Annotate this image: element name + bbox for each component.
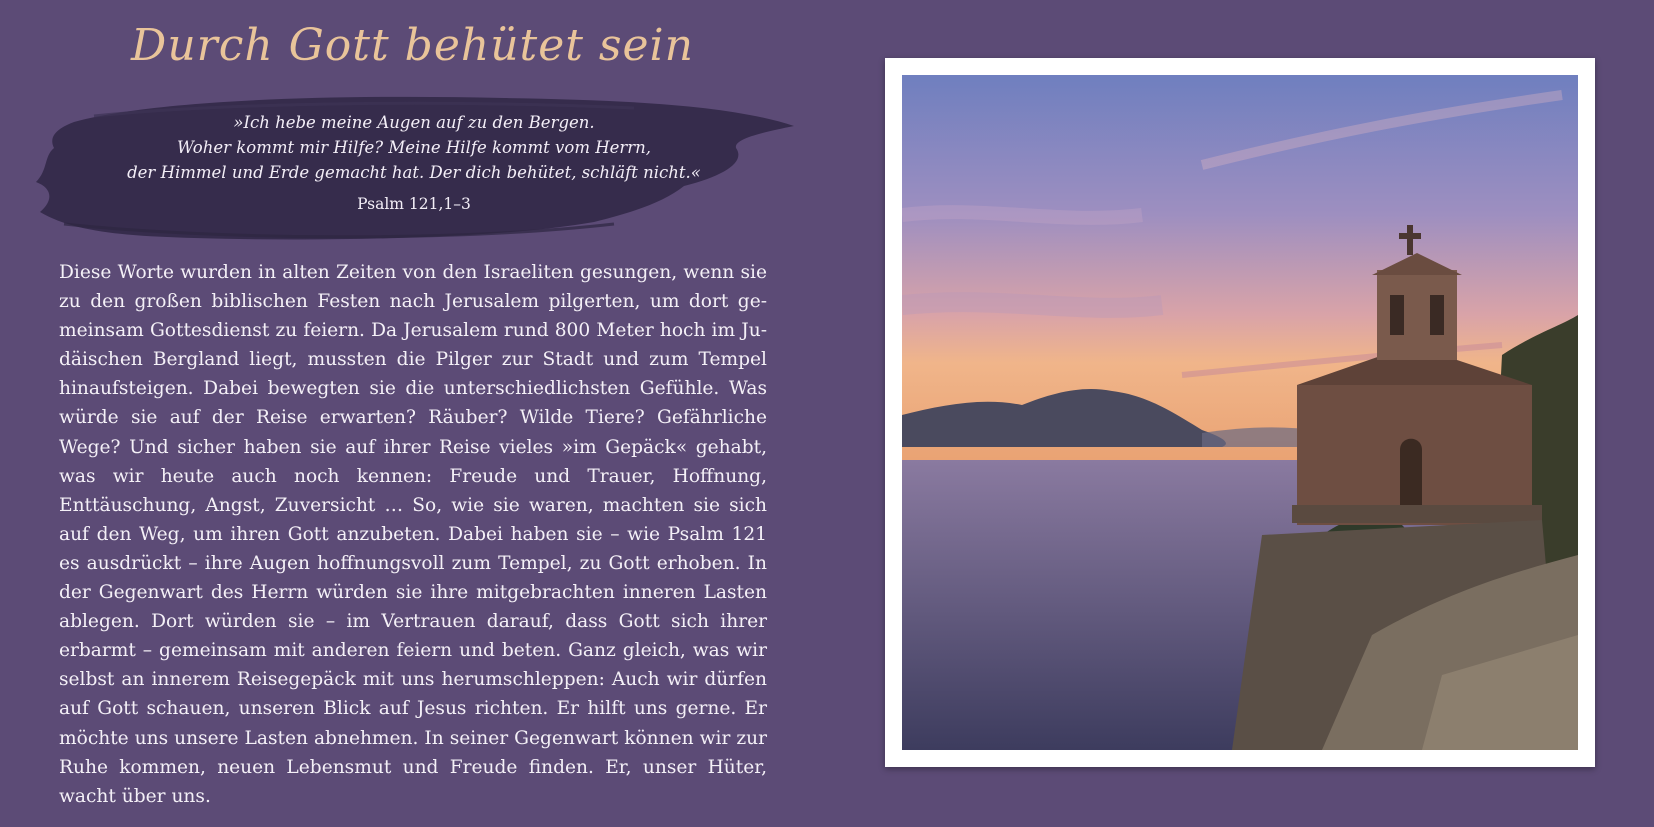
quote-text <box>34 110 794 185</box>
chapel-sunset-photo <box>902 75 1578 750</box>
page-title: Durch Gott behütet sein <box>131 20 694 71</box>
bible-quote-box <box>34 92 794 250</box>
body-paragraph: Diese Worte wurden in alten Zeiten von den Israeliten gesungen, wenn sie zu den großen biblischen Festen nach Jerusalem pilgerten, um dort gemeinsam Gottesdienst zu feiern. Da Jerusalem rund 800 Meter hoch im Judäischen Bergland liegt, mussten die Pilger zur Stadt und zum Tempel hinaufsteigen. Dabei bewegten sie die unterschiedlichsten Gefühle. Was würde sie auf der Reise erwarten? Räuber? Wilde Tiere? Gefährliche Wege? Und sicher haben sie auf ihrer Reise vieles »im Gepäck« gehabt, was wir heute auch noch kennen: Freude und Trauer, Hoffnung, Enttäuschung, Angst, Zuversicht … So, wie sie waren, machten sie sich auf den Weg, um ihren Gott anzubeten. Dabei haben sie – wie Psalm 121 es ausdrückt – ihre Augen hoffnungsvoll zum Tempel, zu Gott erhoben. In der Gegenwart des Herrn würden sie ihre mitgebrachten inneren Lasten ablegen. Dort würden sie – im Vertrauen darauf, dass Gott sich ihrer erbarmt – gemeinsam mit anderen feiern und beten. Ganz gleich, was wir selbst an innerem Reisegepäck mit uns herumschleppen: Auch wir dürfen auf Gott schauen, unseren Blick auf Jesus richten. Er hilft uns gerne. Er möchte uns unsere Lasten abnehmen. In seiner Gegenwart können wir zur Ruhe kommen, neuen Lebensmut und Freude finden. Er, unser Hüter, wacht über uns. <box>59 262 767 807</box>
quote-line: »Ich hebe meine Augen auf zu den Bergen. <box>233 113 595 132</box>
quote-reference: Psalm 121,1–3 <box>357 195 471 213</box>
photo-frame <box>885 58 1595 767</box>
quote-line: Woher kommt mir Hilfe? Meine Hilfe kommt vom Herrn, <box>176 138 652 157</box>
quote-line: der Himmel und Erde gemacht hat. Der dich behütet, schläft nicht.« <box>127 163 701 182</box>
